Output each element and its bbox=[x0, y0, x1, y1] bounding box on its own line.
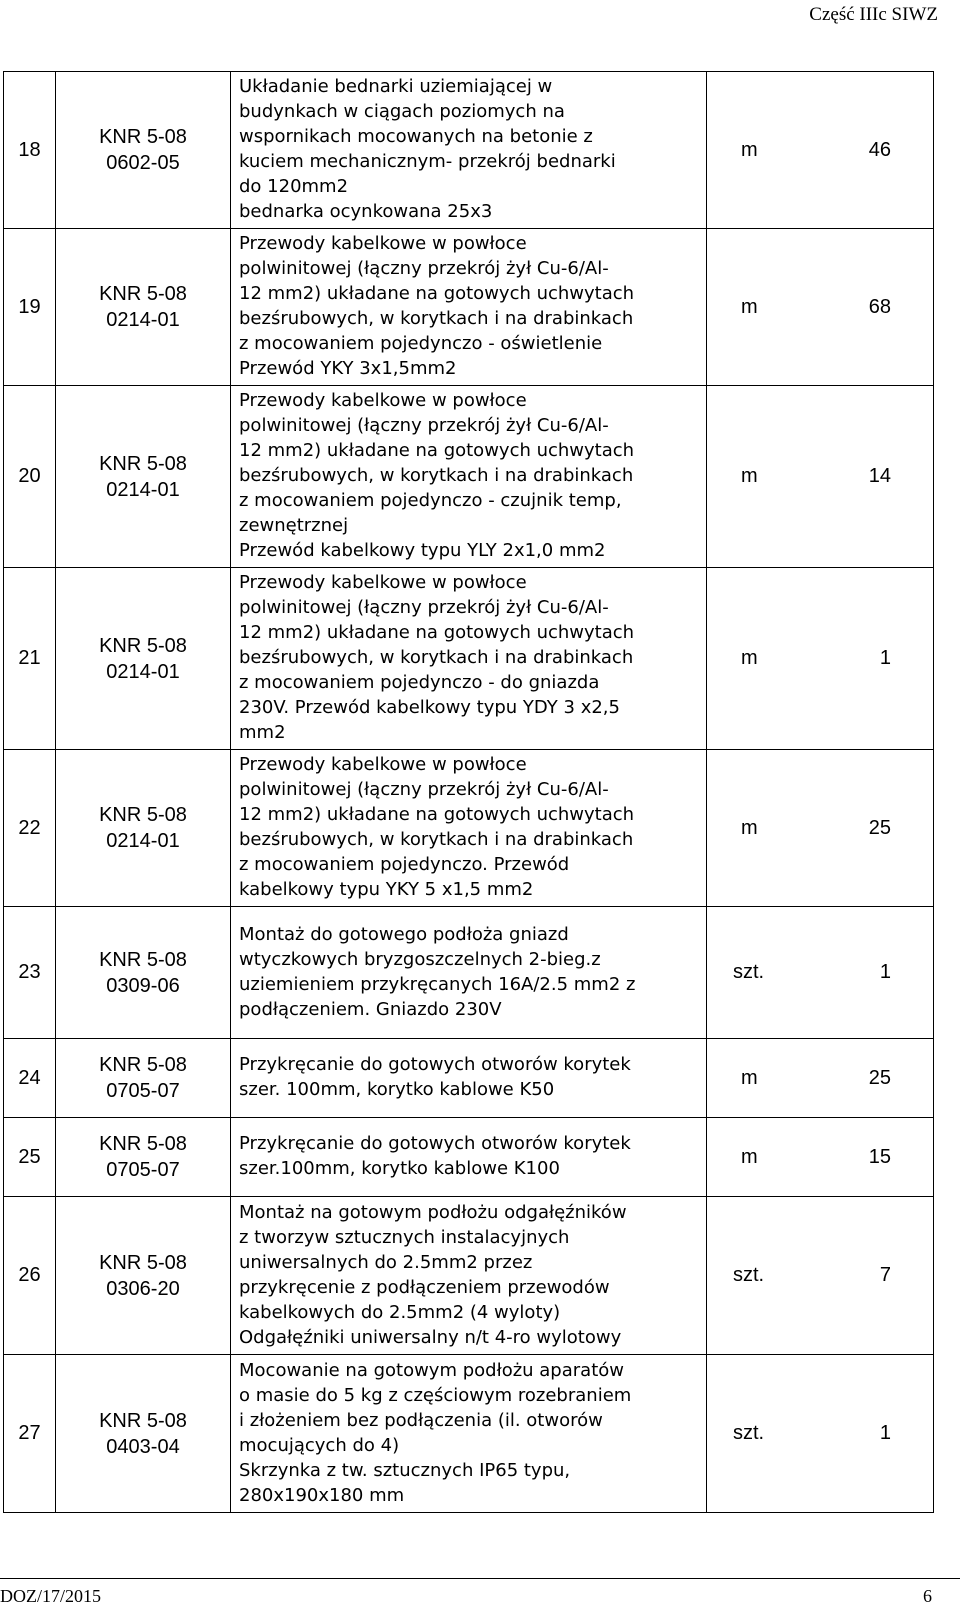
quantity: 25 bbox=[868, 1066, 891, 1089]
unit-quantity bbox=[707, 1118, 934, 1197]
quantity: 68 bbox=[868, 295, 891, 318]
quantity: 1 bbox=[879, 1422, 891, 1444]
item-description: Mocowanie na gotowym podłożu aparatów o masie do 5 kg z częściowym rozebraniem i złożeniem bez podłączenia (il. otworów mocujących do 4) Skrzynka z tw. sztucznych IP65 typu, 280x190x180 mm bbox=[231, 1355, 707, 1513]
row-number: 19 bbox=[4, 229, 56, 386]
table-row bbox=[4, 907, 934, 1039]
item-description: Układanie bednarki uziemiającej w budynkach w ciągach poziomych na wspornikach mocowanych na betonie z kuciem mechanicznym- przekrój bednarki do 120mm2 bednarka ocynkowana 25x3 bbox=[231, 72, 707, 229]
quantity: 1 bbox=[879, 647, 891, 669]
table-row bbox=[4, 1355, 934, 1513]
row-number: 22 bbox=[4, 750, 56, 907]
unit: m bbox=[741, 465, 758, 487]
unit-quantity bbox=[707, 1039, 934, 1118]
knr-code: KNR 5-08 0214-01 bbox=[56, 750, 231, 907]
page-number: 6 bbox=[923, 1586, 932, 1606]
knr-code: KNR 5-08 0214-01 bbox=[56, 229, 231, 386]
row-number: 23 bbox=[4, 907, 56, 1039]
unit-quantity bbox=[707, 750, 934, 907]
unit-quantity bbox=[707, 386, 934, 568]
unit-quantity bbox=[707, 229, 934, 386]
document-section-header: Część IIIc SIWZ bbox=[809, 4, 938, 25]
quantity: 14 bbox=[868, 465, 891, 487]
table-row bbox=[4, 1118, 934, 1197]
item-description: Przewody kabelkowe w powłoce polwinitowej (łączny przekrój żył Cu-6/Al- 12 mm2) układane na gotowych uchwytach bezśrubowych, w korytkach i na drabinkach z mocowaniem pojedynczo - oświetlenie Przewód YKY 3x1,5mm2 bbox=[231, 229, 707, 386]
cost-estimate-table bbox=[3, 71, 934, 1513]
unit: m bbox=[741, 295, 758, 318]
knr-code: KNR 5-08 0214-01 bbox=[56, 568, 231, 750]
knr-code: KNR 5-08 0214-01 bbox=[56, 386, 231, 568]
unit: m bbox=[741, 1145, 758, 1168]
unit: m bbox=[741, 647, 758, 669]
unit: m bbox=[741, 1066, 758, 1089]
unit: m bbox=[741, 138, 758, 161]
table-row bbox=[4, 386, 934, 568]
unit-quantity bbox=[707, 1355, 934, 1513]
unit-quantity bbox=[707, 72, 934, 229]
knr-code: KNR 5-08 0403-04 bbox=[56, 1355, 231, 1513]
unit-quantity bbox=[707, 568, 934, 750]
item-description: Przewody kabelkowe w powłoce polwinitowej (łączny przekrój żył Cu-6/Al- 12 mm2) układane na gotowych uchwytach bezśrubowych, w korytkach i na drabinkach z mocowaniem pojedynczo - czujnik temp, zewnętrznej Przewód kabelkowy typu YLY 2x1,0 mm2 bbox=[231, 386, 707, 568]
document-reference: DOZ/17/2015 bbox=[0, 1586, 101, 1606]
quantity: 25 bbox=[868, 816, 891, 839]
footer-divider bbox=[0, 1578, 960, 1579]
knr-code: KNR 5-08 0309-06 bbox=[56, 907, 231, 1039]
item-description: Przewody kabelkowe w powłoce polwinitowej (łączny przekrój żył Cu-6/Al- 12 mm2) układane na gotowych uchwytach bezśrubowych, w korytkach i na drabinkach z mocowaniem pojedynczo - do gniazda 230V. Przewód kabelkowy typu YDY 3 x2,5 mm2 bbox=[231, 568, 707, 750]
unit: szt. bbox=[733, 961, 765, 983]
table-row bbox=[4, 750, 934, 907]
quantity: 7 bbox=[879, 1264, 891, 1286]
table-row bbox=[4, 568, 934, 750]
unit: szt. bbox=[733, 1264, 765, 1286]
unit-quantity bbox=[707, 1197, 934, 1355]
table-row bbox=[4, 72, 934, 229]
unit: szt. bbox=[733, 1422, 765, 1444]
row-number: 26 bbox=[4, 1197, 56, 1355]
knr-code: KNR 5-08 0306-20 bbox=[56, 1197, 231, 1355]
row-number: 27 bbox=[4, 1355, 56, 1513]
table-row bbox=[4, 229, 934, 386]
unit: m bbox=[741, 816, 758, 839]
quantity: 1 bbox=[879, 961, 891, 983]
row-number: 18 bbox=[4, 72, 56, 229]
knr-code: KNR 5-08 0705-07 bbox=[56, 1039, 231, 1118]
knr-code: KNR 5-08 0602-05 bbox=[56, 72, 231, 229]
item-description: Montaż na gotowym podłożu odgałęźników z tworzyw sztucznych instalacyjnych uniwersalnych do 2.5mm2 przez przykręcenie z podłączeniem przewodów kabelkowych do 2.5mm2 (4 wyloty) Odgałęźniki uniwersalny n/t 4-ro wylotowy bbox=[231, 1197, 707, 1355]
quantity: 46 bbox=[868, 138, 891, 161]
item-description: Przykręcanie do gotowych otworów korytek szer. 100mm, korytko kablowe K50 bbox=[231, 1039, 707, 1118]
row-number: 25 bbox=[4, 1118, 56, 1197]
quantity: 15 bbox=[868, 1145, 891, 1168]
unit-quantity bbox=[707, 907, 934, 1039]
table-row bbox=[4, 1039, 934, 1118]
knr-code: KNR 5-08 0705-07 bbox=[56, 1118, 231, 1197]
row-number: 20 bbox=[4, 386, 56, 568]
table-row bbox=[4, 1197, 934, 1355]
item-description: Przykręcanie do gotowych otworów korytek szer.100mm, korytko kablowe K100 bbox=[231, 1118, 707, 1197]
row-number: 24 bbox=[4, 1039, 56, 1118]
row-number: 21 bbox=[4, 568, 56, 750]
item-description: Montaż do gotowego podłoża gniazd wtyczkowych bryzgoszczelnych 2-bieg.z uziemieniem przykręcanych 16A/2.5 mm2 z podłączeniem. Gniazdo 230V bbox=[231, 907, 707, 1039]
item-description: Przewody kabelkowe w powłoce polwinitowej (łączny przekrój żył Cu-6/Al- 12 mm2) układane na gotowych uchwytach bezśrubowych, w korytkach i na drabinkach z mocowaniem pojedynczo. Przewód kabelkowy typu YKY 5 x1,5 mm2 bbox=[231, 750, 707, 907]
